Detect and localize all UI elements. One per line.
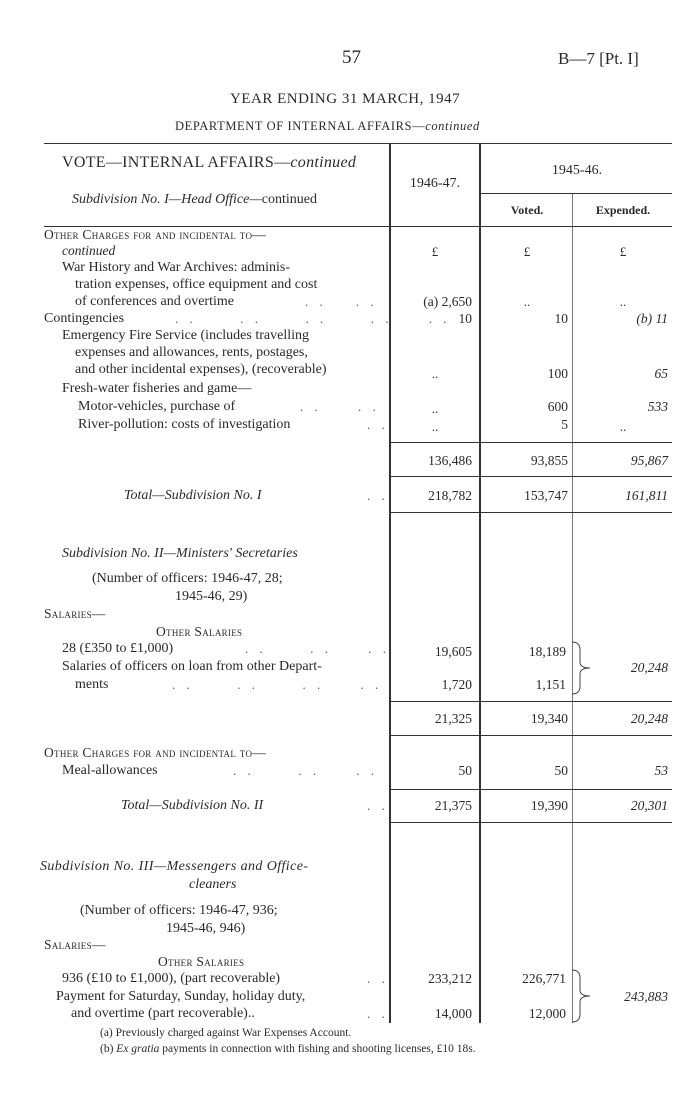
contingencies-label: Contingencies <box>44 311 125 326</box>
leader-dots: . . . . . . . . <box>172 677 383 692</box>
other-charges-continued: continued <box>62 243 116 258</box>
subtotal-rule-2 <box>391 701 672 702</box>
war-history-line-1: War History and War Archives: adminis- <box>62 260 291 275</box>
subdivision-1-continued: continued <box>261 192 317 207</box>
salaries-28-voted: 18,189 <box>528 644 566 659</box>
page-reference: B—7 [Pt. I] <box>558 49 639 68</box>
subtotal-2-expended: 20,248 <box>630 711 668 726</box>
footnote-b-text: payments in connection with fishing and shooting licenses, £10 18s. <box>159 1043 476 1055</box>
vote-title <box>62 154 356 172</box>
subtotal-1-voted: 93,855 <box>530 453 568 468</box>
subdivision-3-officers-1: (Number of officers: 1946-47, 936; <box>80 903 278 918</box>
total-subdivision-2-label: Total—Subdivision No. II <box>121 798 264 813</box>
salaries-936-label: 936 (£10 to £1,000), (part recoverable) <box>62 971 281 986</box>
loan-salaries-line-2: ments <box>75 677 109 692</box>
col-1946-header: 1946-47. <box>409 176 461 191</box>
subdivision-2-officers-1: (Number of officers: 1946-47, 28; <box>92 571 283 586</box>
other-salaries-heading-2: Other Salaries <box>156 624 243 639</box>
subdivision-2-officers-2: 1945-46, 29) <box>175 589 248 604</box>
leader-dots: . . <box>367 417 389 432</box>
col-divider-main <box>389 143 391 1023</box>
river-pollution-1946: .. <box>431 419 439 434</box>
loan-salaries-line-1: Salaries of officers on loan from other Depart- <box>62 659 322 674</box>
total-subdivision-2-1946: 21,375 <box>434 798 472 813</box>
emergency-voted: 100 <box>547 366 568 381</box>
col-divider-1946 <box>479 143 481 1023</box>
contingencies-voted: 10 <box>554 311 568 326</box>
footnote-b-marker: (b) <box>100 1043 117 1055</box>
page-number: 57 <box>342 47 361 68</box>
total-subdivision-1-1946: 218,782 <box>428 488 472 503</box>
leader-dots: . . <box>367 1006 389 1021</box>
payment-duty-1946: 14,000 <box>434 1006 472 1021</box>
motor-vehicles-voted: 600 <box>547 399 568 414</box>
vote-title-continued: continued <box>290 154 357 171</box>
meal-allowances-label: Meal-allowances <box>62 763 158 778</box>
leader-dots: . . <box>367 971 389 986</box>
col-1945-header: 1945-46. <box>551 163 603 178</box>
top-rule <box>44 143 672 144</box>
emergency-1946: .. <box>431 366 439 381</box>
pound-sign-1946: £ <box>431 244 439 259</box>
payment-duty-voted: 12,000 <box>528 1006 566 1021</box>
footnote-b <box>100 1043 476 1055</box>
braced-expended-2: 20,248 <box>630 660 668 675</box>
leader-dots: . . . . <box>300 399 380 414</box>
motor-vehicles-1946: .. <box>431 401 439 416</box>
meal-allowances-voted: 50 <box>554 763 568 778</box>
payment-duty-line-1: Payment for Saturday, Sunday, holiday duty, <box>56 989 306 1004</box>
subtotal-bottom-rule-2 <box>391 735 672 736</box>
war-history-line-2: tration expenses, office equipment and cost <box>75 277 318 292</box>
salaries-936-voted: 226,771 <box>522 971 566 986</box>
total-subdivision-1-label: Total—Subdivision No. I <box>124 488 262 503</box>
subtotal-rule-1 <box>391 442 672 443</box>
motor-vehicles-expended: 533 <box>647 399 668 414</box>
river-pollution-voted: 5 <box>561 417 568 432</box>
total-bottom-rule-1 <box>391 512 672 513</box>
leader-dots: . . . . <box>305 294 378 309</box>
pound-sign-expended: £ <box>619 244 627 259</box>
col-voted-header: Voted. <box>510 203 544 217</box>
subdivision-3-title-2: cleaners <box>189 877 237 892</box>
salaries-28-1946: 19,605 <box>434 644 472 659</box>
motor-vehicles-label: Motor-vehicles, purchase of <box>78 399 236 414</box>
other-charges-heading-1: Other Charges for and incidental to— <box>44 227 267 242</box>
total-bottom-rule-2 <box>391 822 672 823</box>
subdivision-1-title: Subdivision No. I—Head Office— <box>72 192 262 207</box>
vote-title-main: VOTE—INTERNAL AFFAIRS— <box>62 154 291 171</box>
emergency-line-2: expenses and allowances, rents, postages, <box>75 345 308 360</box>
col-divider-voted <box>572 194 573 1023</box>
pound-sign-voted: £ <box>523 244 531 259</box>
emergency-line-3: and other incidental expenses), (recoverable) <box>75 362 327 377</box>
subtotal-1-expended: 95,867 <box>630 453 668 468</box>
contingencies-1946: 10 <box>458 311 472 326</box>
total-subdivision-2-voted: 19,390 <box>530 798 568 813</box>
leader-dots: . . . . . . <box>245 641 390 656</box>
leader-dots: . . <box>367 798 389 813</box>
total-rule-2 <box>391 789 672 790</box>
loan-salaries-1946: 1,720 <box>441 677 472 692</box>
total-subdivision-1-expended: 161,811 <box>625 488 668 503</box>
header-rule-1945 <box>480 193 672 194</box>
leader-dots: . . . . . . <box>233 763 378 778</box>
meal-allowances-expended: 53 <box>654 763 668 778</box>
salaries-heading-2: Salaries— <box>44 606 106 621</box>
war-history-expended: .. <box>619 294 627 309</box>
war-history-1946: (a) 2,650 <box>423 294 472 309</box>
other-salaries-heading-3: Other Salaries <box>158 954 245 969</box>
leader-dots: . . <box>367 488 389 503</box>
subtotal-2-voted: 19,340 <box>530 711 568 726</box>
footnote-a: (a) Previously charged against War Expenses Account. <box>100 1027 352 1039</box>
other-charges-heading-2: Other Charges for and incidental to— <box>44 745 267 760</box>
subdivision-1-heading <box>72 192 317 208</box>
war-history-line-3: of conferences and overtime <box>75 294 234 309</box>
total-rule-1 <box>391 476 672 477</box>
loan-salaries-voted: 1,151 <box>535 677 566 692</box>
col-expended-header: Expended. <box>595 203 651 217</box>
salaries-936-1946: 233,212 <box>428 971 472 986</box>
footnote-b-latin: Ex gratia <box>116 1043 160 1055</box>
subdivision-2-title: Subdivision No. II—Ministers' Secretaries <box>62 546 298 561</box>
braced-expended-3: 243,883 <box>624 989 668 1004</box>
river-pollution-label: River-pollution: costs of investigation <box>78 417 291 432</box>
subtotal-1-1946: 136,486 <box>428 453 472 468</box>
emergency-expended: 65 <box>654 366 668 381</box>
contingencies-expended: (b) 11 <box>636 311 668 326</box>
war-history-voted: .. <box>523 294 531 309</box>
salaries-heading-3: Salaries— <box>44 937 106 952</box>
total-subdivision-1-voted: 153,747 <box>524 488 568 503</box>
payment-duty-line-2: and overtime (part recoverable).. <box>71 1006 255 1021</box>
department-continued: continued <box>425 119 480 133</box>
department-main: DEPARTMENT OF INTERNAL AFFAIRS— <box>175 119 426 133</box>
meal-allowances-1946: 50 <box>458 763 472 778</box>
department-title <box>175 119 480 134</box>
river-pollution-expended: .. <box>619 419 627 434</box>
total-subdivision-2-expended: 20,301 <box>630 798 668 813</box>
subdivision-3-title-1: Subdivision No. III—Messengers and Office- <box>40 859 309 874</box>
subtotal-2-1946: 21,325 <box>434 711 472 726</box>
emergency-line-1: Emergency Fire Service (includes travelling <box>62 328 309 343</box>
subdivision-3-officers-2: 1945-46, 946) <box>166 921 246 936</box>
freshwater-heading: Fresh-water fisheries and game— <box>62 381 252 396</box>
leader-dots: . . . . . . . . . . <box>175 311 451 326</box>
salaries-28-label: 28 (£350 to £1,000) <box>62 641 174 656</box>
year-title: YEAR ENDING 31 MARCH, 1947 <box>230 91 461 107</box>
